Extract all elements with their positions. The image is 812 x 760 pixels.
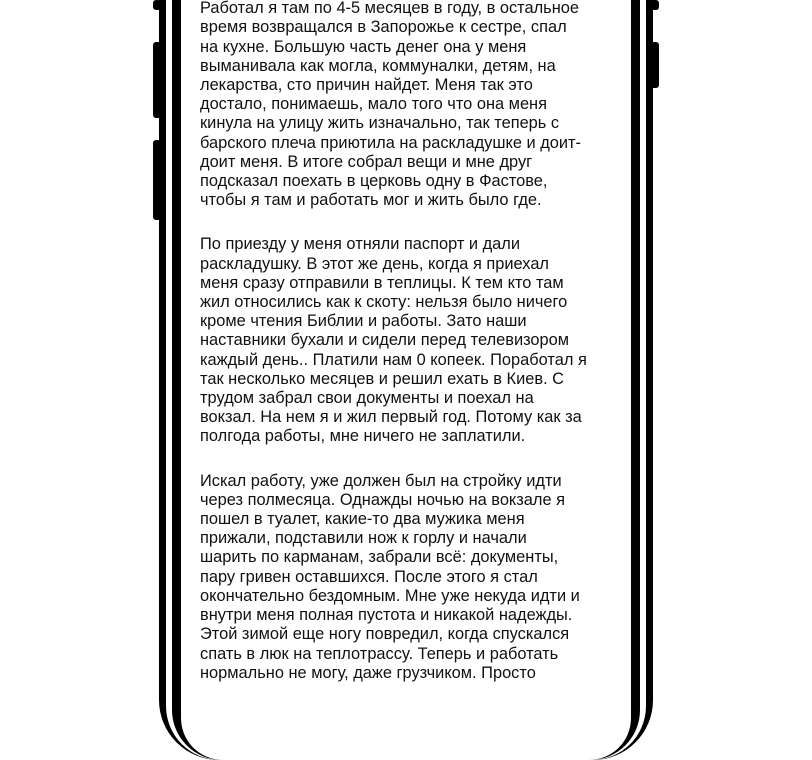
story-paragraph-1	[200, 0, 618, 210]
story-line: шарить по карманам, забрали всё: документы,	[200, 548, 559, 567]
story-paragraph-2	[200, 235, 618, 446]
story-line: наставники бухали и сидели перед телевизором	[200, 331, 570, 350]
story-line: Работал я там по 4-5 месяцев в году, в остальное	[200, 0, 579, 18]
story-line: Искал работу, уже должен был на стройку идти	[200, 471, 562, 490]
story-line: время возвращался в Запорожье к сестре, спал	[200, 18, 567, 37]
story-line: спать в люк на теплотрассу. Теперь и работать	[200, 644, 559, 663]
story-line: вокзал. На нем я и жил первый год. Потому как за	[200, 408, 582, 427]
story-line: лекарства, сто причин найдет. Меня так это	[200, 76, 533, 95]
story-line: каждый день.. Платили нам 0 копеек. Поработал я	[200, 350, 587, 369]
story-line: окончательно бездомным. Мне уже некуда идти и	[200, 586, 580, 605]
story-line: через полмесяца. Однажды ночью на вокзале я	[200, 490, 566, 509]
story-line: жил относились как к скоту: нельзя было ничего	[200, 293, 568, 312]
story-line: По приезду у меня отняли паспорт и дали	[200, 235, 521, 254]
story-line: Этой зимой еще ногу повредил, когда спускался	[200, 625, 570, 644]
story-line: раскладушку. В этот же день, когда я приехал	[200, 254, 549, 273]
story-line: подсказал поехать в церковь одну в Фастове,	[200, 172, 548, 191]
story-line: меня сразу отправили в теплицы. К тем кто там	[200, 273, 564, 292]
story-text	[200, 0, 618, 708]
story-line: пару гривен оставшихся. После этого я стал	[200, 567, 538, 586]
story-line: кроме чтения Библии и работы. Зато наши	[200, 312, 527, 331]
story-line: трудом забрал свои документы и поехал на	[200, 389, 534, 408]
story-line: внутри меня полная пустота и никакой надежды.	[200, 606, 573, 625]
story-paragraph-3	[200, 472, 618, 683]
story-line: прижали, подставили нож к горлу и начали	[200, 529, 527, 548]
story-line: полгода работы, мне ничего не заплатили.	[200, 427, 526, 446]
story-line: на кухне. Большую часть денег она у меня	[200, 37, 527, 56]
story-line: достало, понимаешь, мало того что она меня	[200, 95, 547, 114]
story-line: нормально не могу, даже грузчиком. Просто	[200, 663, 536, 682]
story-line: чтобы я там и работать мог и жить было где.	[200, 191, 542, 210]
story-line: пошел в туалет, какие-то два мужика меня	[200, 510, 525, 529]
story-line: кинула на улицу жить изначально, так теперь с	[200, 114, 560, 133]
story-line: барского плеча приютила на раскладушке и доит-	[200, 133, 582, 152]
phone-screen[interactable]	[181, 0, 631, 760]
story-line: так несколько месяцев и решил ехать в Киев. С	[200, 369, 565, 388]
story-line: доит меня. В итоге собрал вещи и мне друг	[200, 152, 533, 171]
story-line: выманивала как могла, коммуналки, детям, на	[200, 56, 556, 75]
